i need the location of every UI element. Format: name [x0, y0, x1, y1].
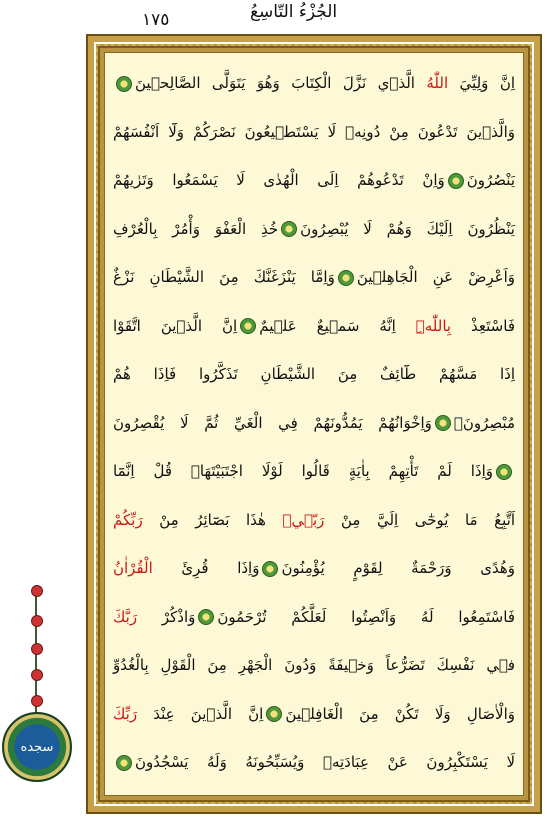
- verse-text: اِنَّ وَلِيِّيَ: [448, 74, 515, 92]
- verse-text: يَنْظُرُونَ اِلَيْكَ وَهُمْ لَا يُبْصِرُونَ: [300, 219, 515, 238]
- verse-text: اِنَّ الَّذ۪ينَ اتَّقَوْا: [113, 316, 238, 335]
- ayah-number-marker: [266, 706, 282, 722]
- verse-text: مُبْصِرُونَۚ: [453, 413, 515, 432]
- verse-line: [105, 740, 523, 784]
- ornament-bead: [31, 643, 43, 655]
- verse-line: [105, 207, 523, 251]
- verse-text: وَهُدًى وَرَحْمَةٌ لِقَوْمٍ يُؤْمِنُونَ: [281, 559, 515, 577]
- verse-text: ف۪ي نَفْسِكَ تَضَرُّعاً وَخ۪يفَةً وَدُونَ الْجَهْرِ مِنَ الْقَوْلِ بِالْغُدُوِّ: [113, 656, 515, 674]
- verse-text: وَاَعْرِضْ عَنِ الْجَاهِل۪ينَ: [356, 268, 515, 286]
- ornament-bead: [31, 615, 43, 627]
- verse-text: وَاِذَا لَمْ تَأْتِهِمْ بِاٰيَةٍ قَالُوا لَوْلَا اجْتَبَيْتَهَاۜ قُلْ اِنَّمَٓا: [113, 462, 493, 480]
- verse-line: [105, 110, 523, 154]
- divine-name-text: رَبَّكَ: [113, 607, 138, 626]
- verse-text: وَاذْكُرْ: [137, 607, 196, 626]
- ornament-bead: [31, 695, 43, 707]
- divine-name-text: اللّٰهُ: [426, 74, 449, 92]
- verse-text: وَاِخْوَانُهُمْ يَمُدُّونَهُمْ فِي الْغَيِّ ثُمَّ لَا يُقْصِرُونَ: [113, 413, 432, 432]
- verse-text: خُذِ الْعَفْوَ وَأْمُرْ بِالْعُرْفِ: [113, 219, 279, 238]
- ayah-number-marker: [116, 755, 132, 771]
- verse-line: [105, 352, 523, 396]
- juz-title: الجُزْءُ التّاسِعُ: [250, 2, 338, 22]
- verse-text: وَالْاٰصَالِ وَلَا تَكُنْ مِنَ الْغَافِل۪ينَ: [285, 704, 516, 723]
- ayah-number-marker: [281, 221, 297, 237]
- verse-line: [105, 401, 523, 445]
- sajda-ornament-vine: [34, 585, 38, 715]
- ayah-number-marker: [435, 415, 451, 431]
- verse-line: [105, 498, 523, 542]
- sajda-label: سجده: [20, 740, 54, 755]
- verse-text: الَّذ۪ي نَزَّلَ الْكِتَابَ وَهُوَ يَتَوَلَّى الصَّالِح۪ينَ: [135, 74, 427, 92]
- verse-text: يَنْصُرُونَ: [466, 171, 515, 189]
- ornament-bead: [31, 669, 43, 681]
- divine-name-text: بِاللّٰهِۜ: [415, 316, 452, 335]
- verse-text: هٰذَا بَصَٓائِرُ مِنْ: [142, 510, 283, 529]
- page-number: ١٧٥: [142, 10, 170, 30]
- verse-text: وَاِنْ تَدْعُوهُمْ اِلَى الْهُدٰى لَا يَسْمَعُوا وَتَرٰيهُمْ: [113, 171, 445, 189]
- ayah-number-marker: [448, 173, 464, 189]
- verse-line: [105, 546, 523, 590]
- verse-text: اِنَّ الَّذ۪ينَ عِنْدَ: [137, 704, 264, 723]
- sajda-medallion: [2, 712, 72, 782]
- divine-name-text: رَبِّكَ: [113, 704, 138, 723]
- verse-line: [105, 643, 523, 687]
- verse-text: فَاسْتَعِذْ: [451, 316, 515, 335]
- verse-text: لَا يَسْتَكْبِرُونَ عَنْ عِبَادَتِه۪ وَيُسَبِّحُونَهُ وَلَهُ يَسْجُدُونَ: [135, 753, 515, 771]
- verse-text: وَالَّذ۪ينَ تَدْعُونَ مِنْ دُونِه۪ لَا يَسْتَط۪يعُونَ نَصْرَكُمْ وَلَٓا اَنْفُسَهُمْ: [113, 122, 515, 141]
- ayah-number-marker: [338, 270, 354, 286]
- verse-text: فَاسْتَمِعُوا لَهُ وَاَنْصِتُوا لَعَلَّكُمْ تُرْحَمُونَ: [217, 607, 515, 626]
- verse-line: [105, 449, 523, 493]
- verse-line: [105, 158, 523, 202]
- ayah-number-marker: [262, 561, 278, 577]
- verse-text: اَتَّبِعُ مَا يُوحٰٓى اِلَيَّ مِنْ: [324, 510, 515, 529]
- verse-line: [105, 595, 523, 639]
- divine-name-text: رَبّ۪يۚ: [282, 510, 325, 529]
- verse-line: [105, 61, 523, 105]
- ayah-number-marker: [198, 609, 214, 625]
- verse-text: اِذَا مَسَّهُمْ طَٓائِفٌ مِنَ الشَّيْطَانِ تَذَكَّرُوا فَاِذَا هُمْ: [113, 365, 515, 383]
- ayah-number-marker: [116, 76, 132, 92]
- verse-line: [105, 304, 523, 348]
- ayah-number-marker: [240, 318, 256, 334]
- divine-name-text: الْقُرْاٰنُ: [113, 559, 153, 577]
- verse-text: وَاِمَّا يَنْزَغَنَّكَ مِنَ الشَّيْطَانِ نَزْغٌ: [113, 268, 335, 286]
- verse-text: اِنَّهُ سَم۪يعٌ عَل۪يمٌ: [259, 316, 416, 335]
- ornament-bead: [31, 585, 43, 597]
- verse-line: [105, 692, 523, 736]
- divine-name-text: رَبِّكُمْ: [113, 510, 143, 529]
- ayah-number-marker: [496, 464, 512, 480]
- verse-text: وَاِذَا قُرِئَ: [152, 559, 260, 577]
- text-panel: [104, 52, 524, 796]
- verse-line: [105, 255, 523, 299]
